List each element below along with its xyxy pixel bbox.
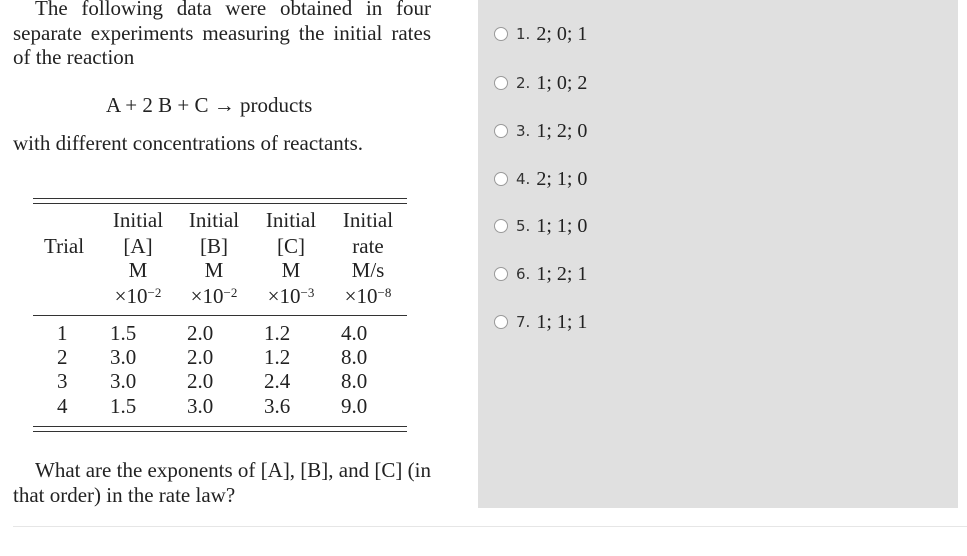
bottom-divider — [13, 526, 967, 527]
table-bottom-rule-1 — [33, 426, 407, 427]
option-number: 4. — [516, 170, 531, 188]
radio-button[interactable] — [494, 219, 508, 233]
radio-button[interactable] — [494, 315, 508, 329]
option-text: 1; 0; 2 — [536, 71, 588, 94]
option-6[interactable] — [494, 262, 587, 286]
answer-options-panel — [478, 0, 958, 508]
option-number: 1. — [516, 25, 531, 43]
option-4[interactable] — [494, 167, 587, 191]
option-number: 7. — [516, 313, 531, 331]
option-text: 1; 1; 0 — [536, 214, 588, 237]
reaction-equation: A + 2 B + C → products — [106, 93, 313, 117]
option-3[interactable] — [494, 119, 587, 143]
table-top-rule-1 — [33, 198, 407, 199]
option-number: 5. — [516, 217, 531, 235]
radio-button[interactable] — [494, 267, 508, 281]
table-top-rule-2 — [33, 203, 407, 204]
option-number: 3. — [516, 122, 531, 140]
option-text: 1; 2; 1 — [536, 262, 588, 285]
radio-button[interactable] — [494, 27, 508, 41]
option-text: 2; 0; 1 — [536, 22, 588, 45]
option-number: 6. — [516, 265, 531, 283]
option-5[interactable] — [494, 214, 587, 238]
radio-button[interactable] — [494, 172, 508, 186]
option-1[interactable] — [494, 22, 587, 46]
with-text: with different concentrations of reactants. — [13, 131, 364, 155]
option-text: 1; 2; 0 — [536, 119, 588, 142]
option-7[interactable] — [494, 310, 587, 334]
intro-text: The following data were obtained in four separate experiments measuring the initial rates of the reaction — [13, 0, 431, 69]
radio-button[interactable] — [494, 124, 508, 138]
header-trial: Trial — [44, 234, 85, 258]
option-number: 2. — [516, 74, 531, 92]
option-2[interactable] — [494, 71, 587, 95]
question-content: The following data were obtained in four separate experiments measuring the initial rates of the reaction A + 2 B + C → products with different concentrations of reactants. Trial Initial [A] M $\times 10^{-2}$ Initial [B] M $\times 10^{-2}$ Initial [C] M $\times 10^{-3}$ Initial rate M/s $\times 10^{-8}$ 1 1.5 2.0 1.2 4.0 2 3.0 2.0 1.2 8.0 3 3.0 2.0 2.4 8.0 4 1.5 3.0 3.6 9.0 What are the exponents of [A], [B], and [C] (in that order) in the rate law? — [0, 0, 478, 556]
option-text: 2; 1; 0 — [536, 167, 588, 190]
option-text: 1; 1; 1 — [536, 310, 588, 333]
table-header-rule — [33, 315, 407, 316]
table-bottom-rule-2 — [33, 431, 407, 432]
radio-button[interactable] — [494, 76, 508, 90]
question-text: What are the exponents of [A], [B], and [C] (in that order) in the rate law? — [13, 458, 431, 507]
